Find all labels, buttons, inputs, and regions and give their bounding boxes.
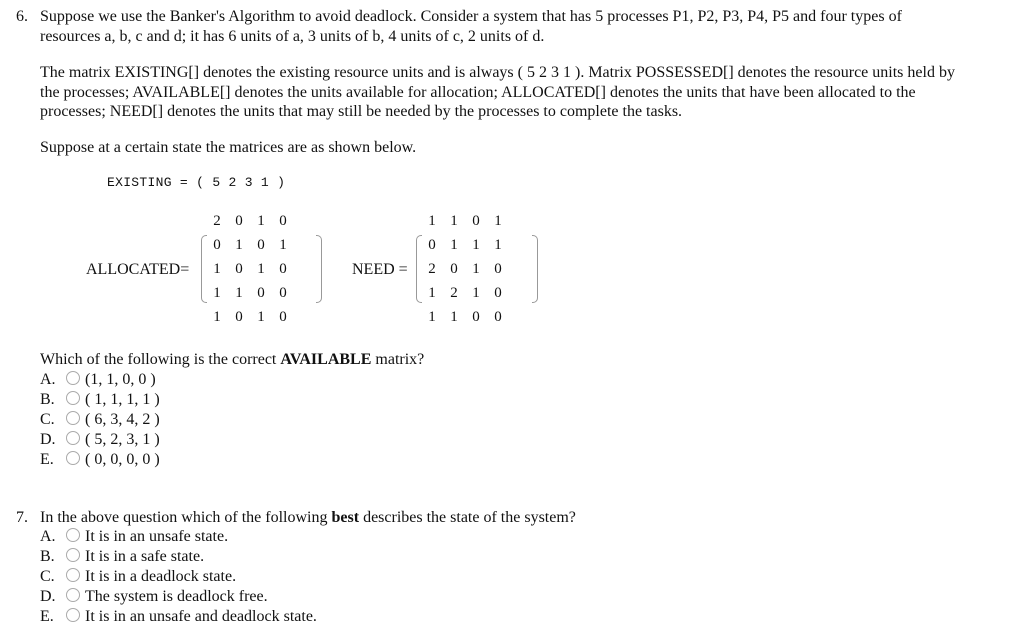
existing-vector: EXISTING = ( 5 2 3 1 ) <box>107 175 286 190</box>
option-text: ( 6, 3, 4, 2 ) <box>85 411 160 428</box>
allocated-cell: 0 <box>213 237 221 253</box>
q7-question-prefix: In the above question which of the following <box>40 509 332 526</box>
q6-intro-line-1: Suppose we use the Banker's Algorithm to avoid deadlock. Consider a system that has 5 processes P1, P2, P3, P4, P5 and four types of <box>40 8 902 25</box>
allocated-cell: 0 <box>279 285 287 301</box>
need-cell: 2 <box>450 285 458 301</box>
need-cell: 1 <box>472 285 480 301</box>
option-text: It is in an unsafe and deadlock state. <box>85 608 317 625</box>
option-text: It is in an unsafe state. <box>85 528 229 545</box>
need-cell: 0 <box>494 309 502 325</box>
need-cell: 1 <box>494 237 502 253</box>
radio-button[interactable] <box>66 451 80 465</box>
option-letter: B. <box>40 548 55 565</box>
option-text: (1, 1, 0, 0 ) <box>85 371 156 388</box>
need-cell: 0 <box>494 261 502 277</box>
need-cell: 1 <box>428 285 436 301</box>
q6-number: 6. <box>16 8 28 25</box>
allocated-cell: 1 <box>235 237 243 253</box>
allocated-label: ALLOCATED= <box>86 261 190 278</box>
q6-option-c[interactable] <box>40 410 160 430</box>
q7-option-d[interactable] <box>40 587 317 607</box>
need-cell: 1 <box>450 237 458 253</box>
allocated-cell: 0 <box>235 261 243 277</box>
radio-button[interactable] <box>66 568 80 582</box>
option-text: It is in a safe state. <box>85 548 205 565</box>
q6-question-bold: AVAILABLE <box>280 351 372 368</box>
allocated-cell: 1 <box>213 309 221 325</box>
allocated-cell: 1 <box>235 285 243 301</box>
q6-options <box>40 370 160 470</box>
option-letter: C. <box>40 411 55 428</box>
need-cell: 1 <box>450 213 458 229</box>
allocated-cell: 1 <box>257 261 265 277</box>
option-text: ( 5, 2, 3, 1 ) <box>85 431 160 448</box>
q6-option-a[interactable] <box>40 370 160 390</box>
q7-option-b[interactable] <box>40 547 317 567</box>
radio-button[interactable] <box>66 548 80 562</box>
allocated-cell: 1 <box>257 309 265 325</box>
allocated-left-bracket <box>201 235 207 303</box>
allocated-right-bracket <box>316 235 322 303</box>
q7-option-a[interactable] <box>40 527 317 547</box>
q6-option-b[interactable] <box>40 390 160 410</box>
q6-option-e[interactable] <box>40 450 160 470</box>
need-cell: 1 <box>428 213 436 229</box>
need-cell: 1 <box>450 309 458 325</box>
q7-number: 7. <box>16 509 28 526</box>
q7-question <box>40 508 576 528</box>
option-letter: A. <box>40 371 56 388</box>
radio-button[interactable] <box>66 431 80 445</box>
option-letter: C. <box>40 568 55 585</box>
q6-question-prefix: Which of the following is the correct <box>40 351 281 368</box>
q7-option-c[interactable] <box>40 567 317 587</box>
option-letter: E. <box>40 451 54 468</box>
q6-desc-line-1: The matrix EXISTING[] denotes the existing resource units and is always ( 5 2 3 1 ). Matrix POSSESSED[] denotes the resource units held by <box>40 64 955 81</box>
radio-button[interactable] <box>66 411 80 425</box>
need-cell: 1 <box>472 237 480 253</box>
allocated-cell: 0 <box>257 237 265 253</box>
q6-state-line: Suppose at a certain state the matrices are as shown below. <box>40 139 417 156</box>
q7-options <box>40 527 317 627</box>
allocated-cell: 0 <box>279 213 287 229</box>
option-letter: E. <box>40 608 54 625</box>
need-cell: 0 <box>428 237 436 253</box>
need-cell: 0 <box>472 213 480 229</box>
need-left-bracket <box>416 235 422 303</box>
need-label: NEED = <box>352 261 408 278</box>
allocated-cell: 0 <box>235 213 243 229</box>
allocated-cell: 2 <box>213 213 221 229</box>
allocated-cell: 0 <box>279 261 287 277</box>
need-cell: 1 <box>494 213 502 229</box>
need-cell: 0 <box>472 309 480 325</box>
q6-intro-line-2: resources a, b, c and d; it has 6 units of a, 3 units of b, 4 units of c, 2 units of d. <box>40 28 545 45</box>
radio-button[interactable] <box>66 391 80 405</box>
need-cell: 0 <box>450 261 458 277</box>
q6-question <box>40 350 424 370</box>
radio-button[interactable] <box>66 588 80 602</box>
q7-option-e[interactable] <box>40 607 317 627</box>
allocated-cell: 1 <box>257 213 265 229</box>
allocated-cell: 1 <box>279 237 287 253</box>
need-right-bracket <box>532 235 538 303</box>
radio-button[interactable] <box>66 371 80 385</box>
need-cell: 1 <box>428 309 436 325</box>
q6-question-suffix: matrix? <box>371 351 425 368</box>
option-text: The system is deadlock free. <box>85 588 268 605</box>
allocated-cell: 1 <box>213 285 221 301</box>
option-text: It is in a deadlock state. <box>85 568 237 585</box>
need-cell: 1 <box>472 261 480 277</box>
option-letter: B. <box>40 391 55 408</box>
allocated-cell: 0 <box>257 285 265 301</box>
option-letter: D. <box>40 588 56 605</box>
option-text: ( 1, 1, 1, 1 ) <box>85 391 160 408</box>
option-text: ( 0, 0, 0, 0 ) <box>85 451 160 468</box>
allocated-cell: 1 <box>213 261 221 277</box>
need-cell: 0 <box>494 285 502 301</box>
option-letter: D. <box>40 431 56 448</box>
allocated-cell: 0 <box>279 309 287 325</box>
radio-button[interactable] <box>66 608 80 622</box>
q6-option-d[interactable] <box>40 430 160 450</box>
q7-question-suffix: describes the state of the system? <box>359 509 576 526</box>
allocated-cell: 0 <box>235 309 243 325</box>
need-cell: 2 <box>428 261 436 277</box>
q7-question-bold: best <box>331 509 360 526</box>
option-letter: A. <box>40 528 56 545</box>
q6-desc-line-2: the processes; AVAILABLE[] denotes the units available for allocation; ALLOCATED[] denotes the units that have been allocated to the <box>40 84 916 101</box>
radio-button[interactable] <box>66 528 80 542</box>
q6-desc-line-3: processes; NEED[] denotes the units that may still be needed by the processes to complete the tasks. <box>40 103 683 120</box>
